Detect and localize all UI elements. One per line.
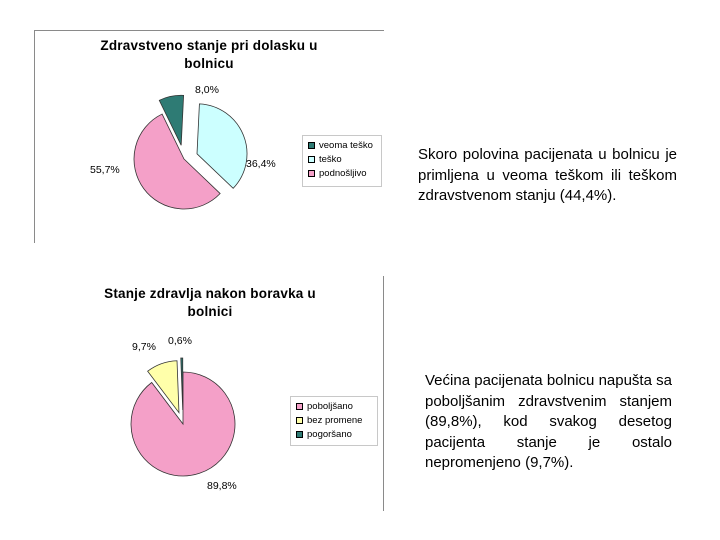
description-arrival: Skoro polovina pacijenata u bolnicu je primljena u veoma teškom ili teškom zdravstvenom stanju (44,4%). (418, 146, 677, 204)
legend-item-pogorsano (291, 427, 377, 441)
legend-swatch (308, 170, 315, 177)
chart-health-after-stay (85, 276, 385, 511)
legend-label: podnošljivo (319, 167, 367, 179)
legend-label: poboljšano (307, 400, 353, 412)
legend-item-tesko (303, 152, 381, 166)
pie-chart (85, 276, 385, 511)
legend-label: veoma teško (319, 139, 373, 151)
legend-label: pogoršano (307, 428, 352, 440)
data-label: 36,4% (246, 158, 276, 170)
chart-health-on-arrival (34, 28, 384, 243)
chart-title-line-2: bolnici (187, 304, 233, 319)
legend-item-poboljsano (291, 399, 377, 413)
legend-swatch (308, 142, 315, 149)
legend (290, 396, 378, 446)
description-after-stay: Većina pacijenata bolnicu napušta sa poboljšanim zdravstvenim stanjem (89,8%), kod svakog desetog pacijenta stanje je ostalo nepromenjeno (9,7%). (425, 372, 672, 471)
legend-label: bez promene (307, 414, 363, 426)
data-label: 9,7% (132, 341, 156, 353)
legend-item-veoma-tesko (303, 138, 381, 152)
data-label: 55,7% (90, 164, 120, 176)
pie-slice-teško (197, 104, 247, 188)
legend-swatch (296, 403, 303, 410)
legend-swatch (296, 431, 303, 438)
legend-item-bez-promene (291, 413, 377, 427)
chart-title-line-1: Zdravstveno stanje pri dolasku u (100, 38, 318, 53)
data-label: 89,8% (207, 480, 237, 492)
data-label: 0,6% (168, 335, 192, 347)
legend-item-podnosljivo (303, 166, 381, 180)
chart-title-line-1: Stanje zdravlja nakon boravka u (104, 286, 316, 301)
legend-label: teško (319, 153, 342, 165)
legend-swatch (296, 417, 303, 424)
pie-slice-pogoršano (181, 358, 183, 410)
data-label: 8,0% (195, 84, 219, 96)
chart-title-line-2: bolnicu (184, 56, 234, 71)
legend-swatch (308, 156, 315, 163)
legend (302, 135, 382, 187)
